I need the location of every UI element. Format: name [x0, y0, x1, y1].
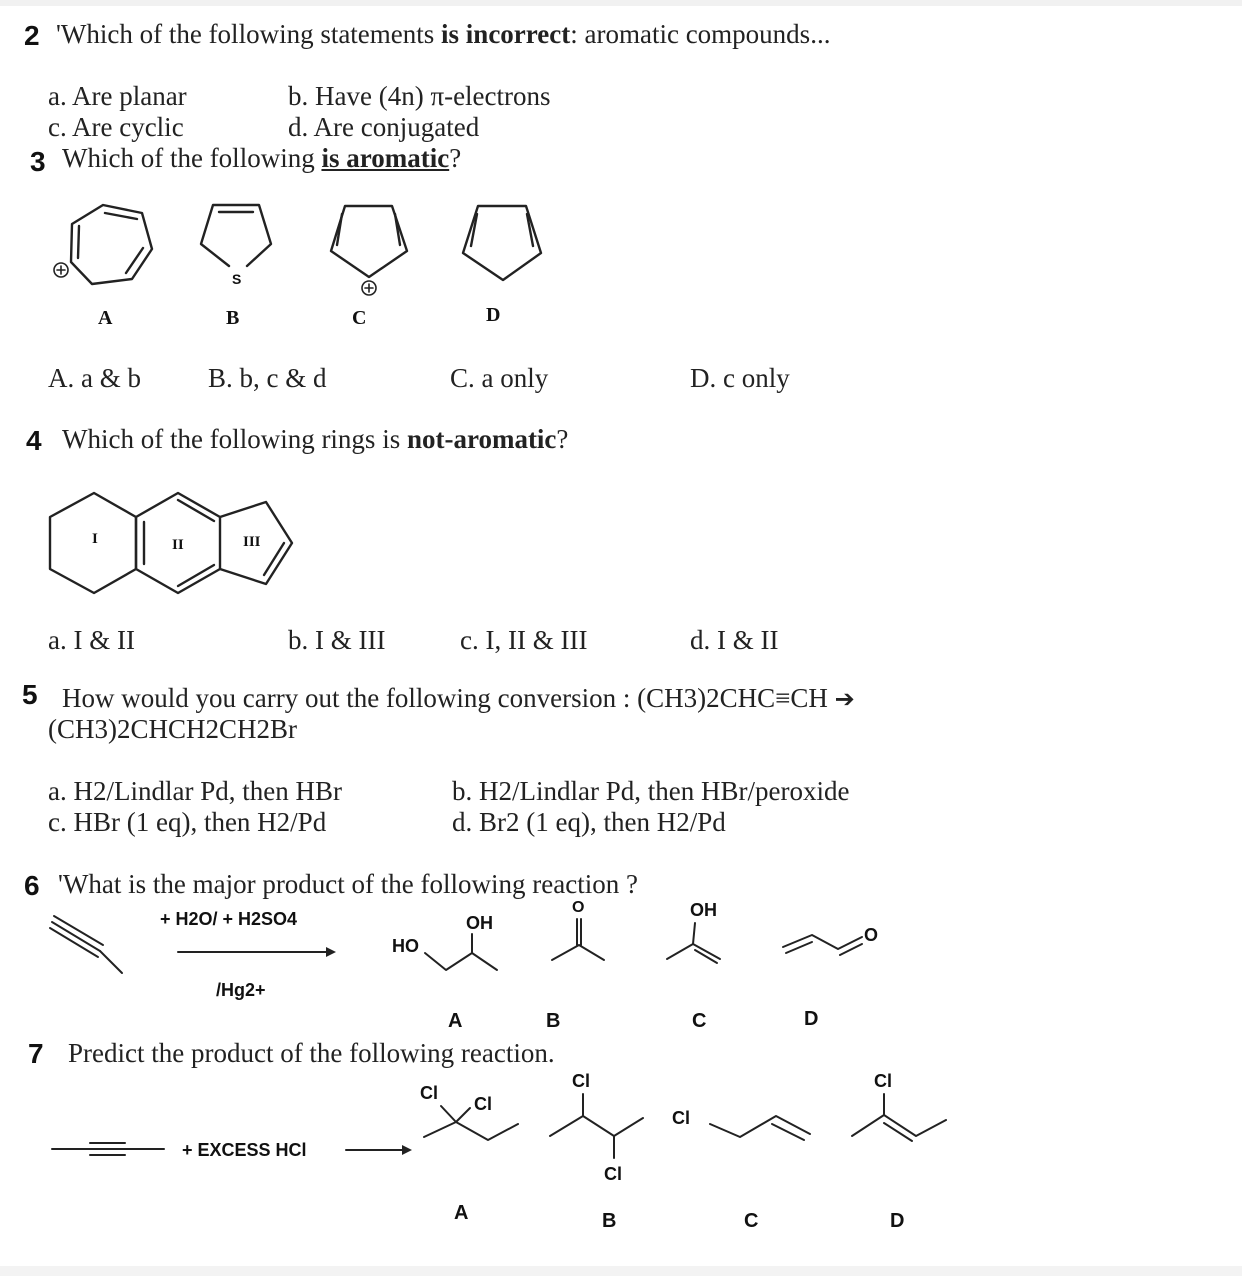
q6-product-label-a: A: [448, 1010, 463, 1032]
q4-answer-c: c. I, II & III: [460, 625, 588, 655]
q3-structure-b: [201, 205, 271, 266]
q5-arrow-icon: ➔: [834, 685, 855, 713]
q7-cl-label-b2: Cl: [604, 1164, 622, 1184]
q4-stem-bold: not-aromatic: [406, 424, 557, 454]
q4-ring-label-iii: III: [243, 534, 261, 550]
q6-o-label-b: O: [572, 899, 585, 916]
q4-stem-before: Which of the following rings is: [62, 424, 407, 454]
q2-option-b: b. Have (4n) π-electrons: [288, 81, 551, 111]
q7-product-label-b: B: [602, 1210, 617, 1232]
q4-number: 4: [26, 425, 42, 456]
q6-stem-text: What is the major product of the following reaction ?: [62, 869, 638, 899]
bottom-border: [0, 1266, 1242, 1276]
q2-stem-bold: is incorrect: [441, 19, 571, 49]
q3-structure-a: [54, 205, 152, 284]
q5-option-c: c. HBr (1 eq), then H2/Pd: [48, 807, 327, 837]
q2-stem-after: : aromatic compounds...: [570, 19, 831, 49]
q4-answer-a: a. I & II: [48, 625, 135, 655]
q5-option-d: d. Br2 (1 eq), then H2/Pd: [452, 807, 726, 837]
q3-label-a: A: [98, 307, 113, 329]
q2-option-c: c. Are cyclic: [48, 112, 184, 142]
q6-product-label-d: D: [804, 1008, 819, 1030]
q3-number: 3: [30, 146, 46, 177]
q7-cl-label-a2: Cl: [474, 1094, 492, 1114]
q3-label-b: B: [226, 307, 240, 329]
q6-stem: [58, 871, 638, 898]
q6-reagent-top: + H2O/ + H2SO4: [160, 909, 298, 929]
q3-answer-a: A. a & b: [48, 363, 141, 393]
q3-structure-d: [463, 206, 541, 280]
q5-stem-line1: [62, 685, 855, 712]
q2-option-a: a. Are planar: [48, 81, 187, 111]
q6-oh-label-a: OH: [466, 913, 493, 933]
q2-tick: ': [56, 19, 61, 49]
q7-cl-label-a1: Cl: [420, 1083, 438, 1103]
q6-number: 6: [24, 870, 40, 901]
q4-stem: [62, 426, 568, 453]
q6-oh-label-c: OH: [690, 900, 717, 920]
q7-reagent: + EXCESS HCl: [182, 1140, 307, 1160]
q2-option-d: d. Are conjugated: [288, 112, 480, 142]
q5-number: 5: [22, 679, 38, 710]
q3-answer-d: D. c only: [690, 363, 790, 393]
q2-stem-before: Which of the following statements: [60, 19, 442, 49]
q5-stem-text: How would you carry out the following conversion : (CH3)2CHC≡CH: [62, 683, 828, 713]
q7-number: 7: [28, 1038, 44, 1069]
q5-option-a: a. H2/Lindlar Pd, then HBr: [48, 776, 342, 806]
q6-product-label-c: C: [692, 1010, 707, 1032]
q7-product-label-a: A: [454, 1202, 469, 1224]
q7-cl-label-b1: Cl: [572, 1071, 590, 1091]
q6-tick: ': [58, 869, 63, 899]
q3-structure-c: [331, 206, 407, 295]
q4-answer-d: d. I & II: [690, 625, 779, 655]
q4-ring-label-i: I: [92, 531, 98, 547]
q5-option-b: b. H2/Lindlar Pd, then HBr/peroxide: [452, 776, 850, 806]
q2-number: 2: [24, 20, 40, 51]
q6-ho-label: HO: [392, 936, 419, 956]
q5-stem-line2: (CH3)2CHCH2CH2Br: [48, 714, 298, 744]
q4-ring-label-ii: II: [172, 537, 184, 553]
q3-stem-underlined: is aromatic: [321, 143, 450, 173]
q3-stem-before: Which of the following: [62, 143, 322, 173]
q4-stem-after: ?: [556, 424, 569, 454]
q3-answer-c: C. a only: [450, 363, 549, 393]
q3-stem-after: ?: [449, 143, 462, 173]
q7-product-label-d: D: [890, 1210, 905, 1232]
q7-product-label-c: C: [744, 1210, 759, 1232]
q6-reagent-bottom: /Hg2+: [216, 980, 266, 1000]
q6-product-label-b: B: [546, 1010, 561, 1032]
q3-heteroatom-s: S: [232, 271, 242, 287]
q3-label-c: C: [352, 307, 367, 329]
q6-o-label-d: O: [864, 925, 879, 945]
q7-cl-label-d1: Cl: [874, 1071, 892, 1091]
q4-answer-b: b. I & III: [288, 625, 386, 655]
q3-answer-b: B. b, c & d: [208, 363, 327, 393]
q3-label-d: D: [486, 304, 501, 326]
q7-cl-label-c1: Cl: [672, 1108, 690, 1128]
q7-stem: Predict the product of the following reaction.: [68, 1038, 555, 1068]
